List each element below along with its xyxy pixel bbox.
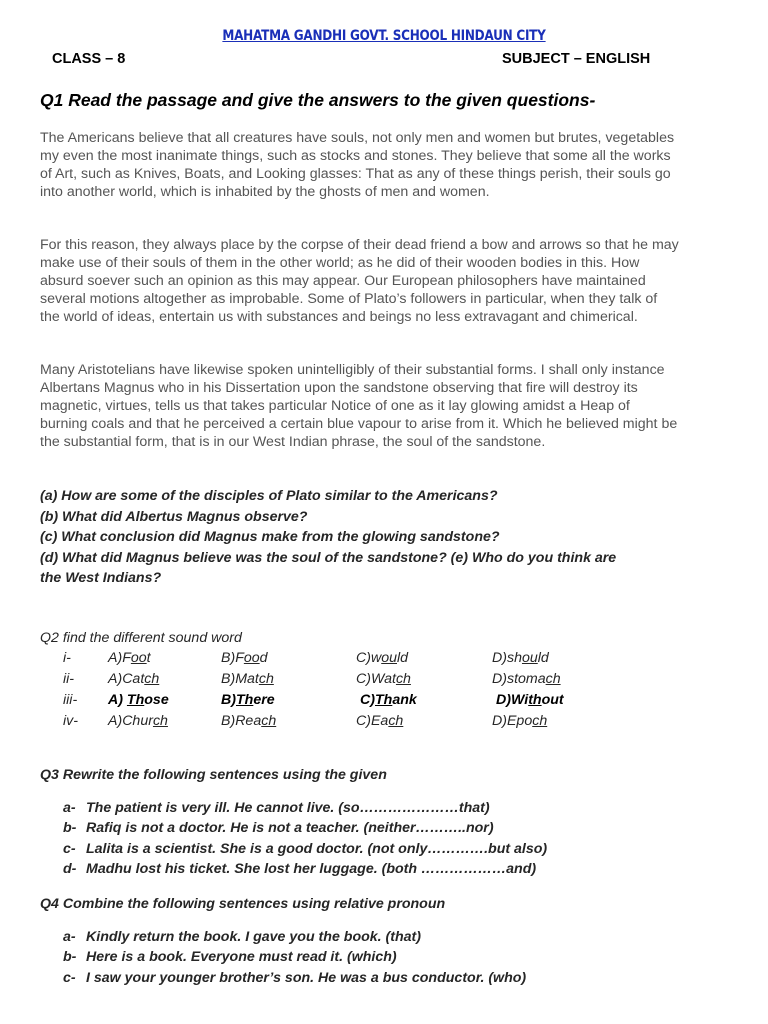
q2-row-4 bbox=[0, 713, 700, 734]
option-b: B)There bbox=[221, 692, 275, 708]
option-b: B)Reach bbox=[221, 713, 277, 729]
item-label: c- bbox=[63, 841, 76, 857]
item-label: a- bbox=[63, 929, 76, 945]
passage-paragraph-2: For this reason, they always place by the corpse of their dead friend a bow and arrows so that he may make use of their souls of them in the other world; as he did of their wooden bodies in this. How absurd soever such an opinion as this may appear. Our European philosophers have maintained several motions altogether as improbable. Some of Plato’s followers in particular, when they talk of the world of ideas, entertain us with substances and beings no less extravagant and chimerical. bbox=[40, 237, 679, 325]
option-c: C)Watch bbox=[356, 671, 411, 687]
item-label: b- bbox=[63, 820, 77, 836]
row-number: iv- bbox=[63, 713, 78, 729]
q1-question-c: (c) What conclusion did Magnus make from the glowing sandstone? bbox=[40, 529, 500, 546]
item-label: d- bbox=[63, 861, 77, 877]
option-d: D)stomach bbox=[492, 671, 561, 687]
q2-row-2 bbox=[0, 671, 700, 692]
q4-title: Q4 Combine the following sentences using relative pronoun bbox=[40, 896, 446, 912]
subject-label: SUBJECT – ENGLISH bbox=[502, 51, 651, 67]
item-label: a- bbox=[63, 800, 76, 816]
option-d: D)Without bbox=[496, 692, 564, 708]
q1-question-e-cont: the West Indians? bbox=[40, 570, 162, 587]
q1-questions bbox=[40, 486, 680, 589]
option-a: A)Church bbox=[108, 713, 168, 729]
school-name: MAHATMA GANDHI GOVT. SCHOOL HINDAUN CITY bbox=[222, 28, 546, 44]
passage-paragraph-3: Many Aristotelians have likewise spoken unintelligibly of their substantial forms. I shall only instance Albertans Magnus who in his Dissertation upon the sandstone observing that fire will destroy its magnetic, virtues, tells us that takes particular Notice of one as it lay glowing amidst a Heap of burning coals and that he perceived a certain blue vapour to arise from it. Which he believed might be the substantial form, that is in our West Indian phrase, the soul of the sandstone. bbox=[40, 362, 678, 450]
option-d: D)Epoch bbox=[492, 713, 548, 729]
option-a: A)Catch bbox=[108, 671, 160, 687]
item-text: Rafiq is not a doctor. He is not a teacher. (neither………..nor) bbox=[86, 820, 494, 836]
item-text: Lalita is a scientist. She is a good doctor. (not only………….but also) bbox=[86, 841, 548, 857]
option-d: D)should bbox=[492, 650, 549, 666]
class-label: CLASS – 8 bbox=[52, 51, 126, 67]
passage-paragraph-1: The Americans believe that all creatures have souls, not only men and women but brutes, vegetables my even the most inanimate things, such as stocks and stones. They believe that some all the works of Art, such as Knives, Boats, and Looking glasses: That as any of these things perish, their souls go into another world, which is inhabited by the ghosts of men and women. bbox=[40, 130, 675, 200]
q1-question-b: (b) What did Albertus Magnus observe? bbox=[40, 508, 308, 525]
q1-question-a: (a) How are some of the disciples of Plato similar to the Americans? bbox=[40, 488, 498, 504]
row-number: iii- bbox=[63, 692, 78, 708]
q1-question-d-e: (d) What did Magnus believe was the soul of the sandstone? (e) Who do you think are bbox=[40, 549, 617, 566]
item-label: c- bbox=[63, 970, 76, 986]
row-number: i- bbox=[63, 650, 71, 666]
item-label: b- bbox=[63, 949, 77, 965]
option-c: C)would bbox=[356, 650, 409, 666]
item-text: The patient is very ill. He cannot live. (so…………………that) bbox=[86, 800, 490, 816]
q2-row-3 bbox=[0, 692, 700, 713]
item-text: Here is a book. Everyone must read it. (which) bbox=[86, 949, 397, 965]
q2-row-1 bbox=[0, 650, 700, 671]
row-number: ii- bbox=[63, 671, 75, 687]
option-a: A) Those bbox=[108, 692, 169, 708]
q3-title: Q3 Rewrite the following sentences using the given bbox=[40, 767, 387, 783]
option-b: B)Match bbox=[221, 671, 274, 687]
item-text: I saw your younger brother’s son. He was a bus conductor. (who) bbox=[86, 970, 527, 986]
item-text: Madhu lost his ticket. She lost her luggage. (both ………………and) bbox=[86, 861, 537, 877]
q1-title: Q1 Read the passage and give the answers to the given questions- bbox=[40, 90, 596, 110]
option-a: A)Foot bbox=[108, 650, 151, 666]
item-text: Kindly return the book. I gave you the book. (that) bbox=[86, 929, 421, 945]
option-b: B)Food bbox=[221, 650, 268, 666]
option-c: C)Each bbox=[356, 713, 404, 729]
option-c: C)Thank bbox=[360, 692, 417, 708]
q2-title: Q2 find the different sound word bbox=[40, 630, 242, 646]
